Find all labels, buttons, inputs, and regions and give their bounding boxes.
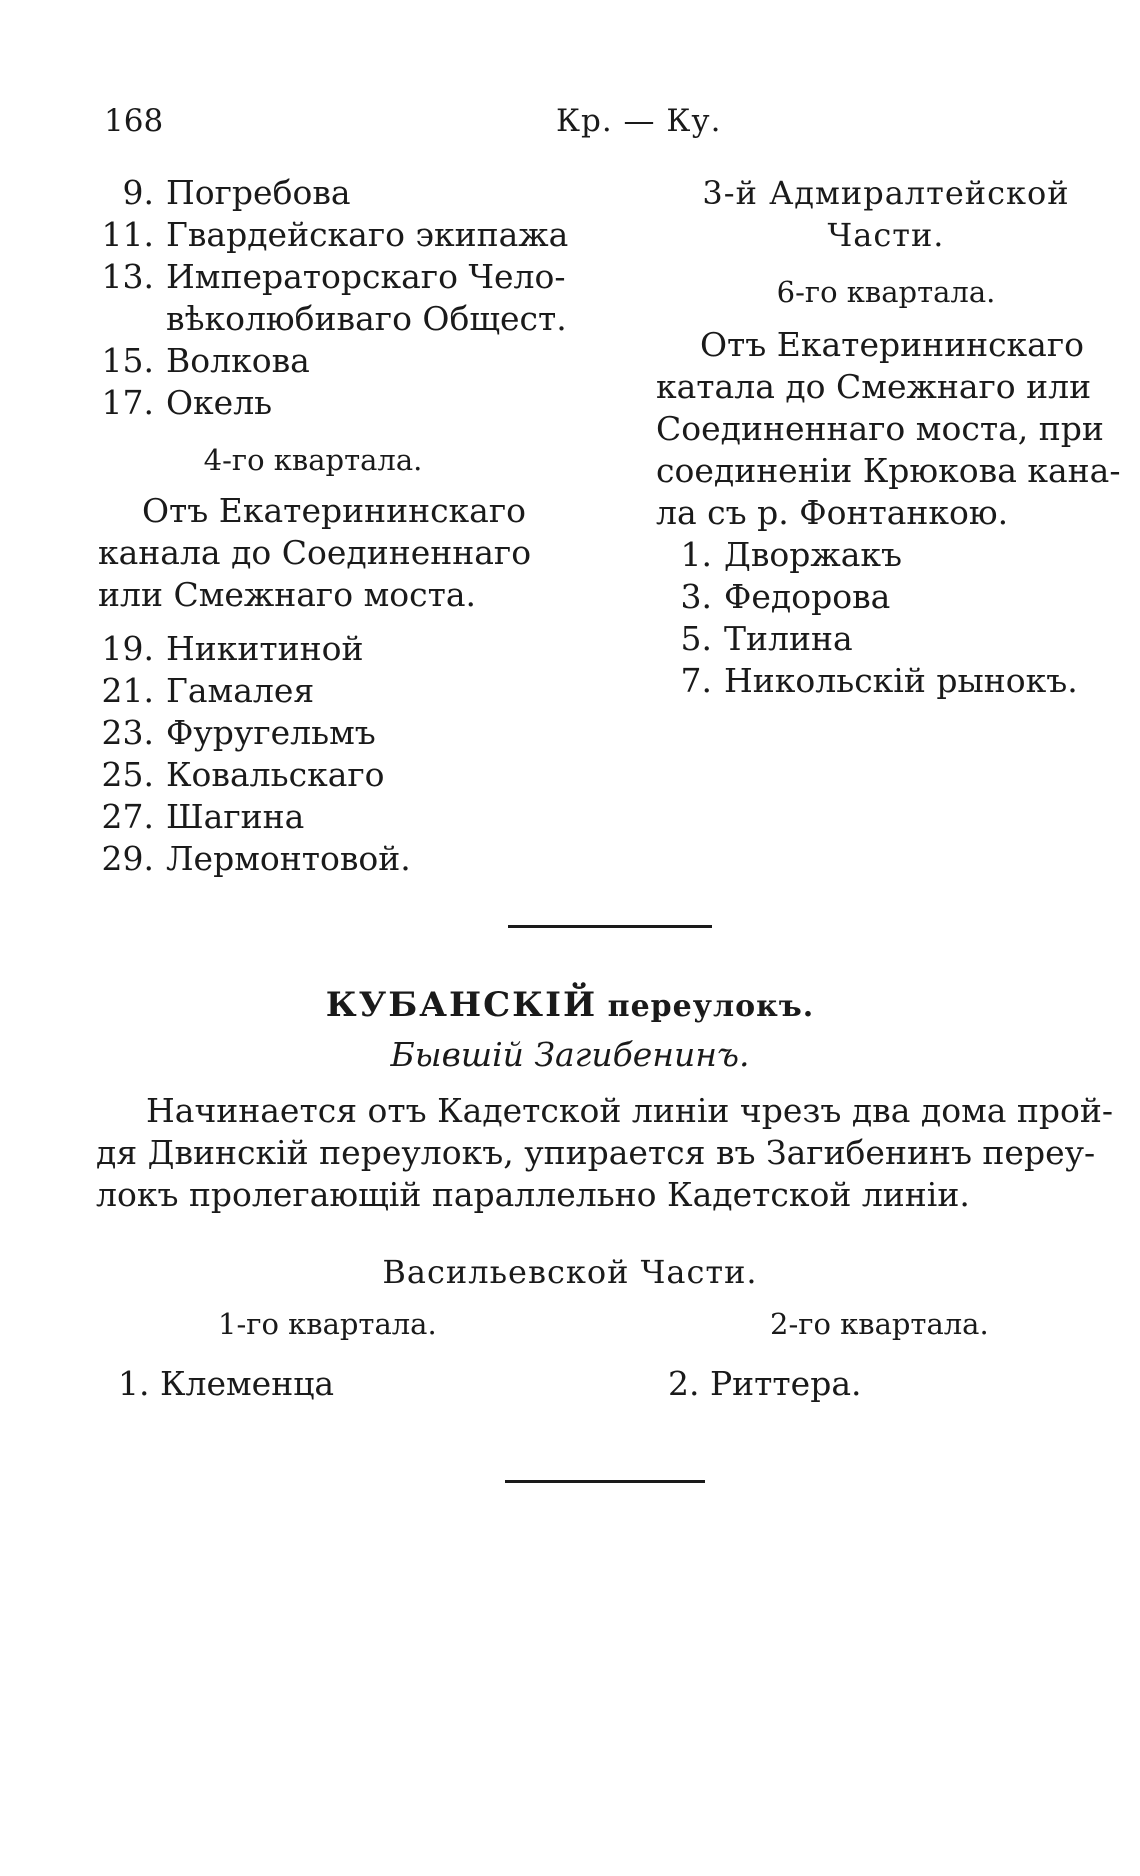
owner-name: Никольскiй рынокъ.: [724, 661, 1078, 700]
list-item: [98, 382, 568, 424]
list-item: 1. Клеменца: [118, 1364, 335, 1403]
left-column: [98, 172, 568, 880]
list-item: [98, 214, 568, 256]
route-line: Отъ Екатерининскаго: [700, 325, 1085, 364]
owner-name: Федорова: [724, 577, 891, 616]
owner-name: Шагина: [166, 797, 305, 836]
right-column: [656, 172, 1121, 702]
house-number: 7.: [680, 661, 712, 700]
district-line: 3-й Адмиралтейской: [702, 174, 1070, 212]
route-line: ла съ р. Фонтанкою.: [656, 493, 1009, 532]
owner-name: Окель: [166, 383, 273, 422]
house-number: 17.: [101, 383, 154, 422]
description-line: Начинается отъ Кадетской линiи чрезъ два дома прой-: [146, 1091, 1114, 1130]
house-number: 29.: [101, 839, 154, 878]
owner-name: Лермонтовой.: [166, 839, 411, 878]
house-number: 11.: [101, 215, 154, 254]
list-item: [98, 256, 568, 298]
district-line: Части.: [827, 216, 945, 254]
list-item: [656, 660, 1116, 702]
district-heading: Васильевской Части.: [382, 1253, 758, 1291]
list-item: [98, 670, 568, 712]
route-line: Соединеннаго моста, при: [656, 409, 1104, 448]
house-number: 15.: [101, 341, 154, 380]
district-heading: [656, 172, 1116, 256]
street-type: переулокъ.: [607, 989, 815, 1024]
list-item: [98, 754, 568, 796]
house-number: 5.: [680, 619, 712, 658]
house-number: 19.: [101, 629, 154, 668]
route-description: [98, 490, 568, 616]
route-line: или Смежнаго моста.: [98, 575, 477, 614]
house-list: [98, 628, 568, 880]
house-number: 25.: [101, 755, 154, 794]
route-description: [656, 324, 1121, 534]
house-number: 1.: [680, 535, 712, 574]
house-number: 27.: [101, 797, 154, 836]
house-number: 13.: [101, 257, 154, 296]
list-item: [98, 628, 568, 670]
owner-name: Тилина: [724, 619, 853, 658]
house-number: 3.: [680, 577, 712, 616]
section-divider: [508, 925, 712, 928]
owner-name: Погребова: [166, 173, 351, 212]
list-item: [98, 712, 568, 754]
owner-name: Фуругельмъ: [166, 713, 376, 752]
description-line: дя Двинскiй переулокъ, упирается въ Загибенинъ переу-: [96, 1133, 1096, 1172]
list-item: [656, 618, 1116, 660]
quarter-heading-right: 2-го квартала.: [770, 1307, 989, 1341]
quarter-heading: 6-го квартала.: [776, 275, 996, 309]
description-line: локъ пролегающiй параллельно Кадетской линiи.: [96, 1175, 970, 1214]
entry-description: [96, 1090, 1114, 1216]
route-line: канала до Соединеннаго: [98, 533, 532, 572]
route-line: Отъ Екатерининскаго: [142, 491, 527, 530]
list-item: [98, 172, 568, 214]
entry-title: [0, 985, 1140, 1025]
page-header: [104, 103, 1034, 143]
route-line: соединенiи Крюкова кана-: [656, 451, 1121, 490]
house-number: 21.: [101, 671, 154, 710]
list-item: 2. Риттера.: [668, 1364, 862, 1403]
list-item: [98, 838, 568, 880]
list-item-continuation: вѣколюбиваго Общест.: [166, 299, 567, 338]
quarter-heading-left: 1-го квартала.: [218, 1307, 437, 1341]
route-line: катала до Смежнаго или: [656, 367, 1092, 406]
house-number: 23.: [101, 713, 154, 752]
list-item: [98, 340, 568, 382]
owner-name: Ковальскаго: [166, 755, 385, 794]
section-divider: [505, 1480, 705, 1483]
owner-name: Волкова: [166, 341, 310, 380]
owner-name: Гвардейскаго экипажа: [166, 215, 569, 254]
house-list: [656, 534, 1116, 702]
running-head: Кр. — Ку.: [556, 103, 722, 139]
owner-name: Гамалея: [166, 671, 315, 710]
owner-name: Дворжакъ: [724, 535, 903, 574]
owner-name: Никитиной: [166, 629, 364, 668]
quarter-heading: 4-го квартала.: [203, 443, 423, 477]
former-name: Бывшiй Загибенинъ.: [390, 1035, 750, 1074]
house-number: 9.: [122, 173, 154, 212]
street-name: КУБАНСКIЙ: [325, 985, 598, 1025]
list-item: [656, 576, 1116, 618]
list-item: [656, 534, 1116, 576]
list-item: [98, 796, 568, 838]
owner-name: Императорскаго Чело-: [166, 257, 566, 296]
page-number: 168: [104, 103, 164, 139]
